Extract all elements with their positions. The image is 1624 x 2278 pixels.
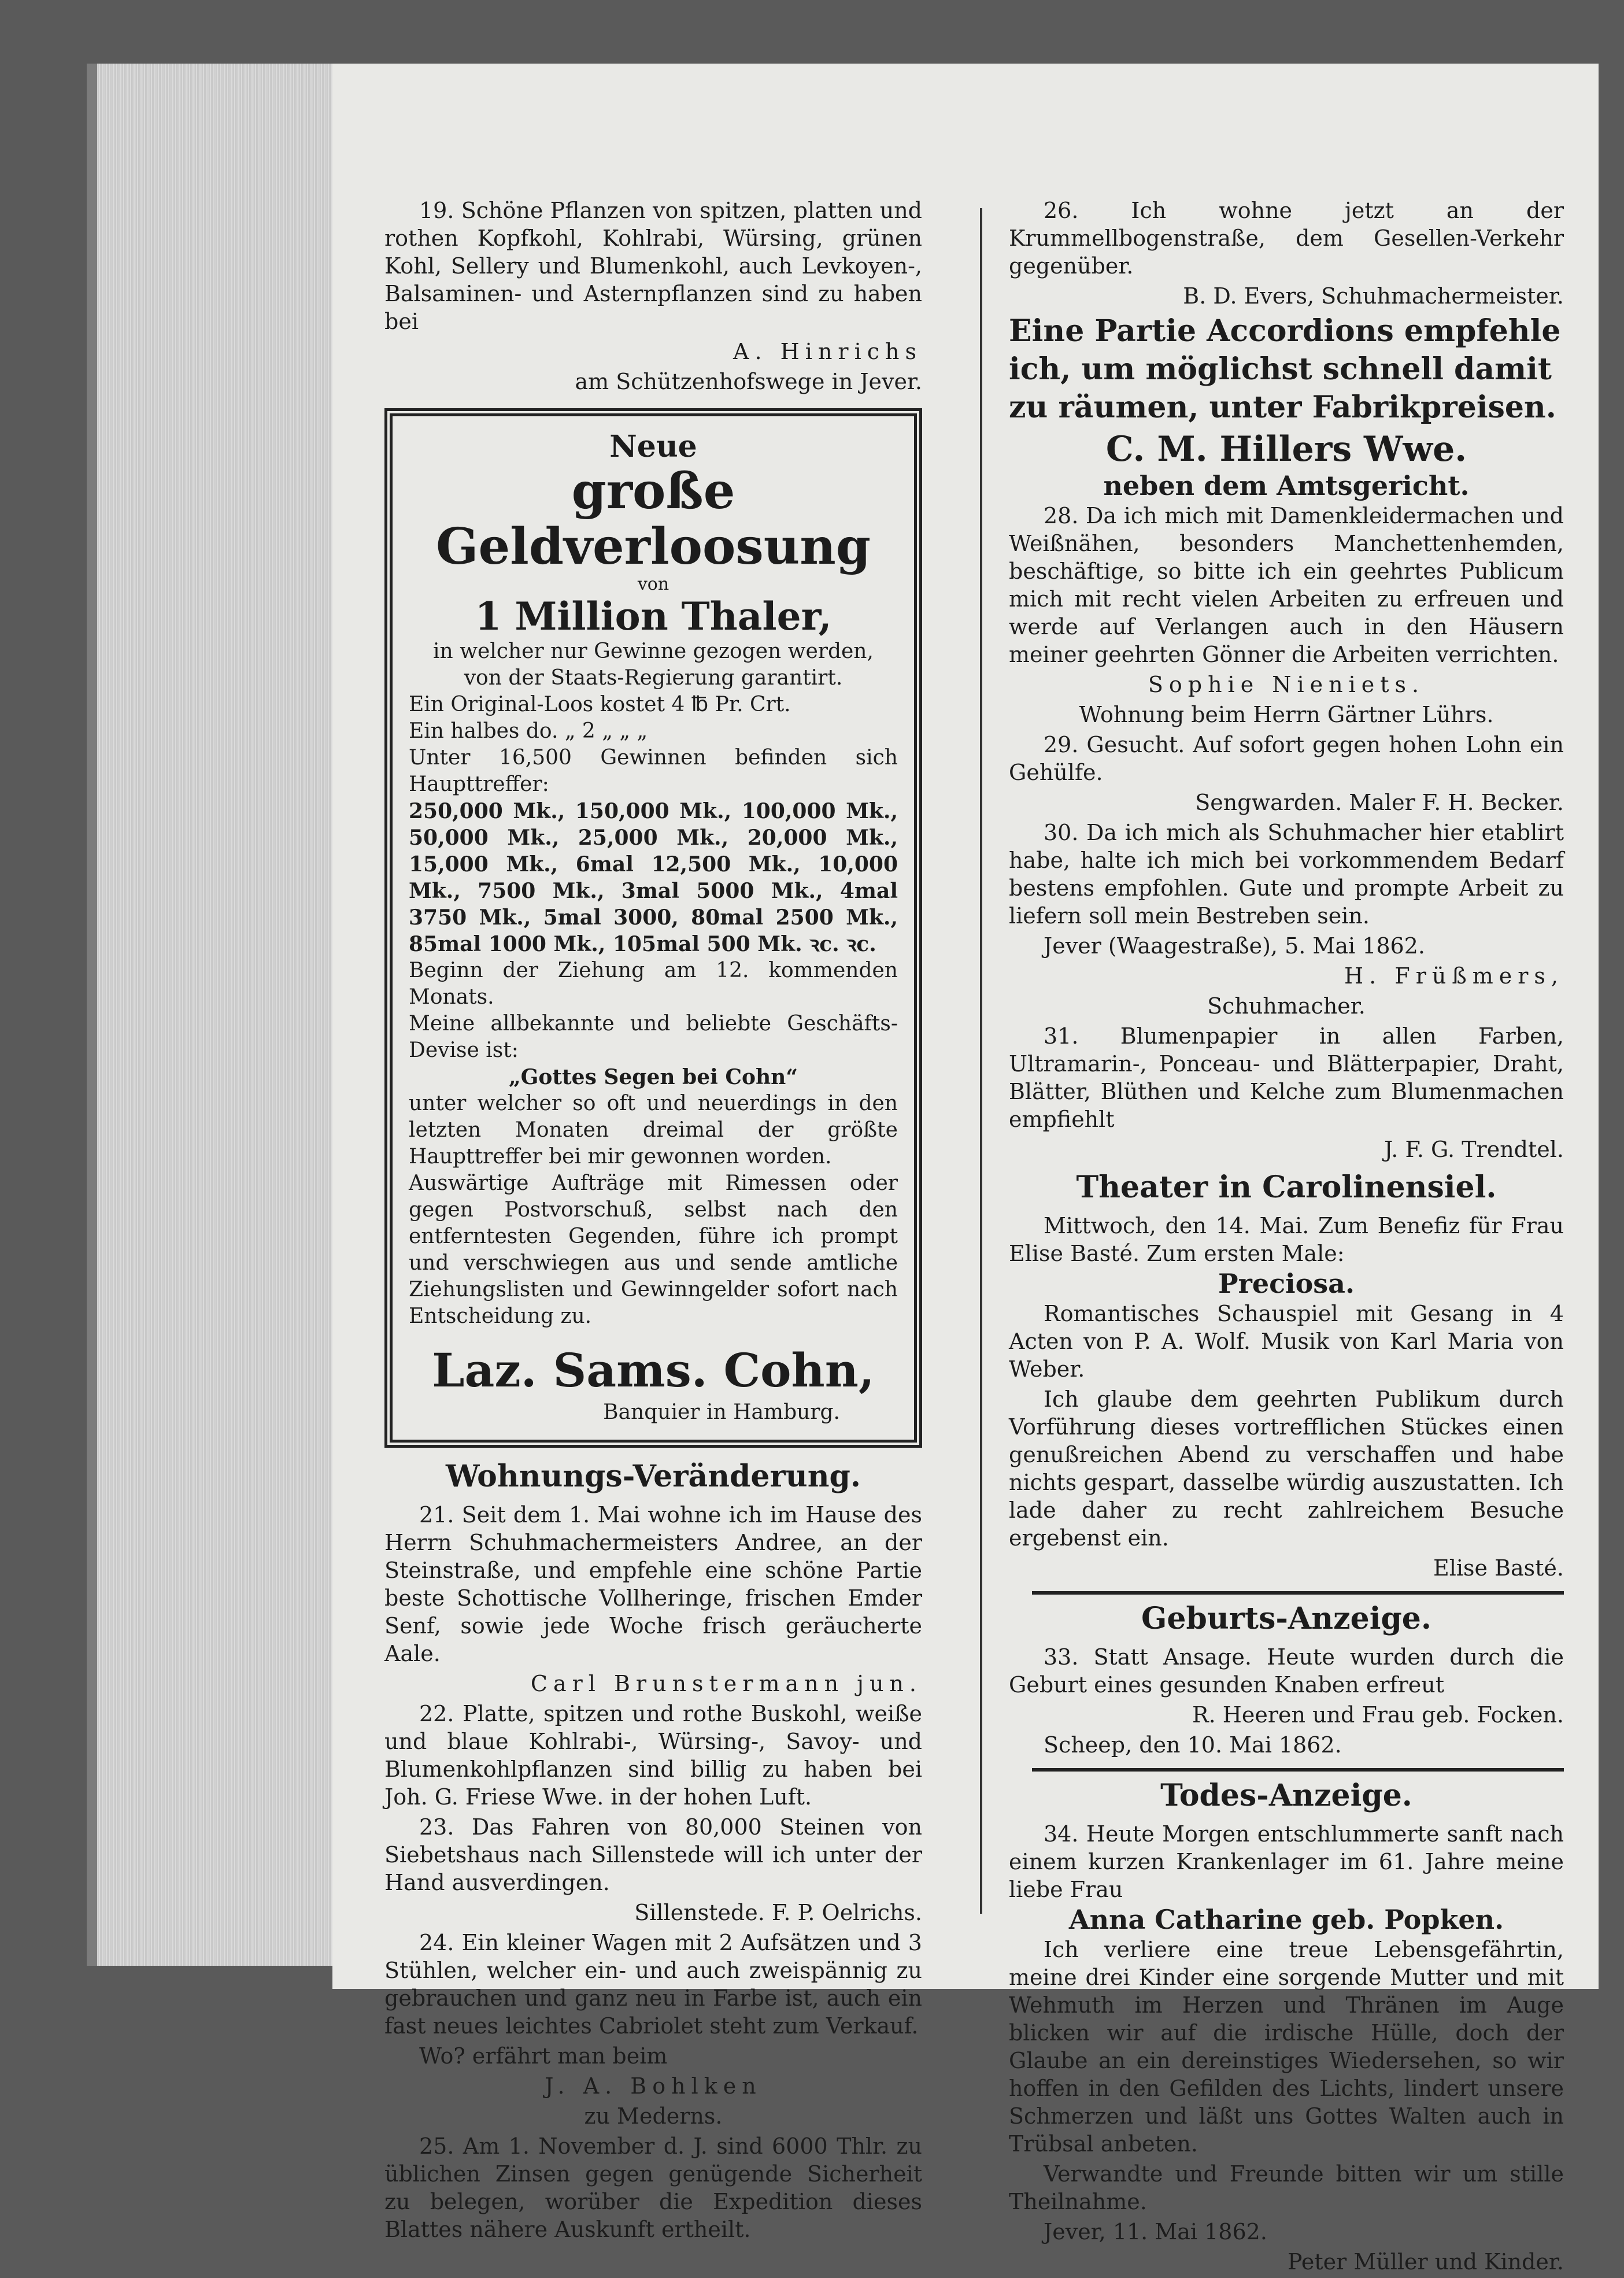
ad-23-text: 23. Das Fahren von 80,000 Steinen von Siebetshaus nach Sillenstede will ich unter der Hand ausverdingen. [384, 1814, 922, 1895]
section-rule [1032, 1591, 1564, 1595]
lottery-line-12: Meine allbekannte und beliebte Geschäfts-Devise ist: [409, 1012, 898, 1062]
ad-34-body: Ich verliere eine treue Lebensgefährtin, meine drei Kinder eine sorgende Mutter und mit Wehmuth im Herzen und Thränen im Auge blicken wir auf die irdische Hülle, doch der Glaube an ein dereinstiges Wiedersehen, so wir hoffen in den Gefilden des Lichts, lindert unsere Schmerzen und läßt uns Gottes Walten auch in Trübsal anbeten. [1009, 1937, 1564, 2157]
ad-30-signature: H. Früßmers, [1344, 963, 1564, 989]
ad-29-text: 29. Gesucht. Auf sofort gegen hohen Lohn ein Gehülfe. [1009, 732, 1564, 785]
lottery-banker-name: Laz. Sams. Cohn, [432, 1343, 875, 1397]
ad-accordions-location: neben dem Amtsgericht. [1103, 470, 1470, 501]
ad-23-signature: Sillenstede. F. P. Oelrichs. [634, 1900, 922, 1925]
ad-28-location: Wohnung beim Herrn Gärtner Lührs. [1079, 702, 1494, 727]
ad-33-text: 33. Statt Ansage. Heute wurden durch die Geburt eines gesunden Knaben erfreut [1009, 1644, 1564, 1698]
ad-34-name: Anna Catharine geb. Popken. [1068, 1904, 1504, 1935]
ad-22-text: 22. Platte, spitzen und rothe Buskohl, weiße und blaue Kohlrabi-, Würsing-, Savoy- und Blumenkohlpflanzen sind billig zu haben bei Joh. G. Friese Wwe. in der hohen Luft. [384, 1701, 922, 1810]
theater-line-3: Romantisches Schauspiel mit Gesang in 4 Acten von P. A. Wolf. Musik von Karl Maria von Weber. [1009, 1301, 1564, 1382]
lottery-line-15: Auswärtige Aufträge mit Rimessen oder gegen Postvorschuß, selbst nach den entferntesten Gegenden, führe ich prompt und verschwiegen aus und sende amtliche Ziehungslisten und Gewinngelder sofort nach Entscheidung zu. [409, 1171, 898, 1328]
ad-19-text: 19. Schöne Pflanzen von spitzen, platten und rothen Kopfkohl, Kohlrabi, Würsing, grünen Kohl, Sellery und Blumenkohl, auch Levkoyen-, Balsaminen- und Asternpflanzen sind zu haben bei [384, 198, 922, 334]
ad-24-text: 24. Ein kleiner Wagen mit 2 Aufsätzen und 3 Stühlen, welcher ein- und auch zweispännig zu gebrauchen und ganz neu in Farbe ist, auch ein fast neues leichtes Cabriolet steht zum Verkauf. [384, 1930, 922, 2039]
ad-26-text: 26. Ich wohne jetzt an der Krummellbogenstraße, dem Gesellen-Verkehr gegenüber. [1009, 198, 1564, 279]
ad-34-location: Jever, 11. Mai 1862. [1044, 2219, 1267, 2244]
lottery-line-5: in welcher nur Gewinne gezogen werden, [433, 639, 874, 663]
ad-accordions-signature: C. M. Hillers Wwe. [1105, 429, 1467, 469]
ad-34-text: 34. Heute Morgen entschlummerte sanft nach einem kurzen Krankenlager im 61. Jahre meine liebe Frau [1009, 1821, 1564, 1902]
book-page-edges [87, 64, 352, 1966]
ad-33-location: Scheep, den 10. Mai 1862. [1044, 1732, 1342, 1758]
lottery-banker-location: Banquier in Hamburg. [603, 1400, 840, 1424]
lottery-line-9: Unter 16,500 Gewinnen befinden sich Haupttreffer: [409, 746, 898, 796]
section-rule [1032, 1768, 1564, 1772]
ad-28-signature: Sophie Nieniets. [1148, 672, 1425, 697]
ad-19-location: am Schützenhofswege in Jever. [575, 369, 922, 394]
newspaper-page [332, 64, 1599, 2275]
ad-31-text: 31. Blumenpapier in allen Farben, Ultramarin-, Ponceau- und Blätterpapier, Draht, Blätter, Blüthen und Kelche zum Blumenmachen empfiehlt [1009, 1023, 1564, 1132]
theater-line-1: Mittwoch, den 14. Mai. Zum Benefiz für Frau Elise Basté. Zum ersten Male: [1009, 1213, 1564, 1266]
theater-play-title: Preciosa. [1218, 1268, 1355, 1299]
lottery-von: von [637, 574, 669, 594]
ad-33-signature: R. Heeren und Frau geb. Focken. [1192, 1702, 1564, 1728]
ad-24-signature: J. A. Bohlken [545, 2073, 762, 2099]
death-heading: Todes-Anzeige. [1160, 1778, 1412, 1813]
birth-heading: Geburts-Anzeige. [1141, 1601, 1431, 1636]
left-column [384, 197, 922, 2246]
theater-line-4: Ich glaube dem geehrten Publikum durch Vorführung dieses vortrefflichen Stückes einen genußreichen Abend zu verschaffen und habe nichts gespart, dasselbe würdig auszustatten. Ich lade daher zu recht zahlreichem Besuche ergebenst ein. [1009, 1386, 1564, 1551]
ad-29-signature: Sengwarden. Maler F. H. Becker. [1195, 790, 1564, 815]
lottery-line-11: Beginn der Ziehung am 12. kommenden Monats. [409, 959, 898, 1009]
ad-26-signature: B. D. Evers, Schuhmachermeister. [1183, 283, 1564, 309]
lottery-amount: 1 Million Thaler, [475, 594, 832, 639]
theater-heading: Theater in Carolinensiel. [1076, 1170, 1497, 1205]
lottery-line-6: von der Staats-Regierung garantirt. [464, 666, 843, 690]
wohnungs-heading: Wohnungs-Veränderung. [446, 1459, 861, 1494]
right-column [1009, 197, 1564, 2278]
lottery-motto: „Gottes Segen bei Cohn“ [508, 1065, 798, 1089]
ad-30-job: Schuhmacher. [1207, 993, 1366, 1019]
ad-25-text: 25. Am 1. November d. J. sind 6000 Thlr. zu üblichen Zinsen gegen genügende Sicherheit zu belegen, worüber die Expedition dieses Blattes nähere Auskunft ertheilt. [384, 2133, 922, 2242]
ad-34-body-2: Verwandte und Freunde bitten wir um stille Theilnahme. [1009, 2161, 1564, 2214]
lottery-headline: große Geldverloosung [436, 462, 871, 576]
lottery-line-7: Ein Original-Loos kostet 4 ℔ Pr. Crt. [409, 693, 791, 716]
ad-31-signature: J. F. G. Trendtel. [1384, 1137, 1564, 1162]
lottery-prizes: 250,000 Mk., 150,000 Mk., 100,000 Mk., 50,000 Mk., 25,000 Mk., 20,000 Mk., 15,000 Mk., 6mal 12,500 Mk., 10,000 Mk., 7500 Mk., 3mal 5000 Mk., 4mal 3750 Mk., 5mal 3000, 80mal 2500 Mk., 85mal 1000 Mk., 105mal 500 Mk. ꝛc. ꝛc. [409, 799, 898, 956]
theater-signature: Elise Basté. [1433, 1555, 1564, 1581]
ad-30-location: Jever (Waagestraße), 5. Mai 1862. [1044, 933, 1425, 959]
ad-34-signature: Peter Müller und Kinder. [1287, 2249, 1564, 2275]
ad-28-text: 28. Da ich mich mit Damenkleidermachen und Weißnähen, besonders Manchettenhemden, beschäftige, so bitte ich ein geehrtes Publicum mich mit recht vielen Arbeiten zu erfreuen und werde auf Verlangen auch in den Häusern meiner geehrten Gönner die Arbeiten verrichten. [1009, 503, 1564, 667]
ad-19-signature: A. Hinrichs [733, 339, 922, 364]
ad-24-location: zu Mederns. [584, 2103, 723, 2129]
ad-21-text: 21. Seit dem 1. Mai wohne ich im Hause des Herrn Schuhmachermeisters Andree, an der Steinstraße, und empfehle eine schöne Partie beste Schottische Vollheringe, frischen Emder Senf, sowie jede Woche frisch geräucherte Aale. [384, 1502, 922, 1666]
ad-30-text: 30. Da ich mich als Schuhmacher hier etablirt habe, halte ich mich bei vorkommendem Bedarf bestens empfohlen. Gute und prompte Arbeit zu liefern soll mein Bestreben sein. [1009, 820, 1564, 929]
ad-21-signature: Carl Brunstermann jun. [530, 1671, 922, 1696]
lottery-line-1: Neue [609, 429, 697, 464]
lottery-line-8: Ein halbes do. „ 2 „ „ „ [409, 719, 648, 743]
lottery-line-14: unter welcher so oft und neuerdings in den letzten Monaten dreimal der größte Haupttreffer bei mir gewonnen worden. [409, 1092, 898, 1168]
ad-24-question: Wo? erfährt man beim [419, 2043, 668, 2069]
ad-accordions-text: Eine Partie Accordions empfehle ich, um möglichst schnell damit zu räumen, unter Fabrikpreisen. [1009, 313, 1561, 425]
lottery-advertisement [384, 408, 922, 1448]
column-divider [980, 208, 982, 1914]
